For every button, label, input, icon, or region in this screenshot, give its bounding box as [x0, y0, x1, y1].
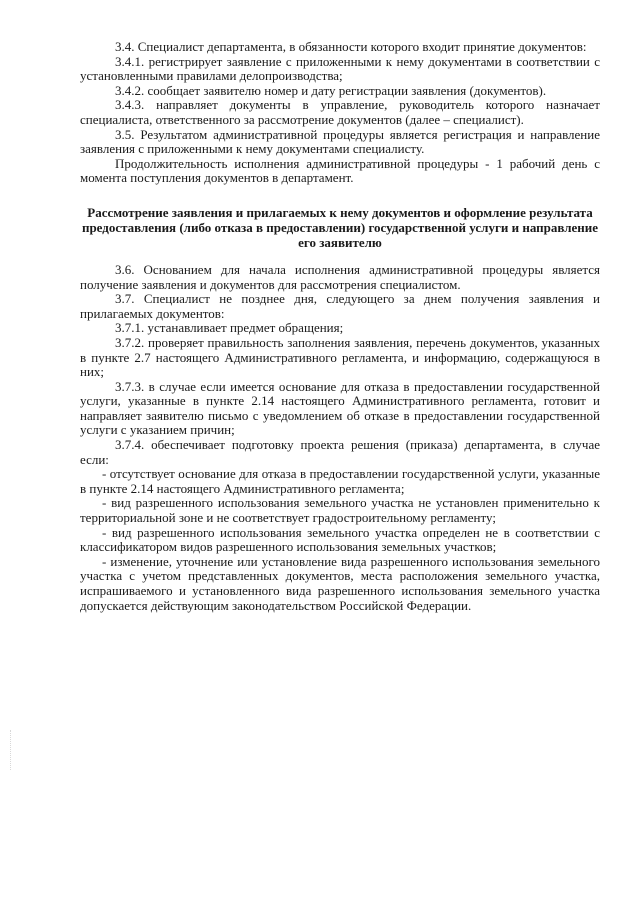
paragraph-3-4-2: 3.4.2. сообщает заявителю номер и дату регистрации заявления (документов). — [115, 82, 547, 98]
paragraph-3-7-2: 3.7.2. проверяет правильность заполнения заявления, перечень документов, указанных в пункте 2.7 настоящего Административного регламента, и информацию, содержащуюся в них; — [80, 334, 600, 380]
list-item-no-refusal: - отсутствует основание для отказа в предоставлении государственной услуги, указанные в пункте 2.14 настоящего Административного регламента; — [80, 466, 600, 496]
paragraph-3-7-4: 3.7.4. обеспечивает подготовку проекта решения (приказа) департамента, в случае если: — [80, 437, 600, 467]
paragraph-3-6: 3.6. Основанием для начала исполнения административной процедуры является получение заявления и документов для рассмотрения специалистом. — [80, 261, 600, 292]
document-body — [80, 40, 600, 613]
list-item-change-allowed: - изменение, уточнение или установление вида разрешенного использования земельного участка с учетом представленных документов, места расположения земельного участка, испрашиваемого и установленного вида разрешенного использования земельного участка допускается действующим законодательством Российской Федерации. — [80, 553, 600, 613]
list-item-use-not-classified: - вид разрешенного использования земельного участка определен не в соответствии с классификатором видов разрешенного использования земельных участков; — [80, 524, 600, 555]
list-item-use-not-set: - вид разрешенного использования земельного участка не установлен применительно к территориальной зоне и не соответствует градостроительному регламенту; — [80, 495, 600, 526]
paragraph-3-4-1: 3.4.1. регистрирует заявление с приложенными к нему документами в соответствии с установленными правилами делопроизводства; — [80, 53, 600, 84]
paragraph-3-7: 3.7. Специалист не позднее дня, следующего за днем получения заявления и прилагаемых документов: — [80, 291, 600, 321]
paragraph-3-4: 3.4. Специалист департамента, в обязанности которого входит принятие документов: — [115, 39, 587, 54]
paragraph-3-7-1: 3.7.1. устанавливает предмет обращения; — [115, 320, 344, 336]
paragraph-3-7-3: 3.7.3. в случае если имеется основание для отказа в предоставлении государственной услуги, указанные в пункте 2.14 настоящего Административного регламента, готовит и направляет заявителю письмо с уведомлением об отказе в предоставлении государственной услуги с указанием причин; — [80, 378, 600, 438]
scan-margin-mark — [10, 730, 13, 770]
paragraph-duration: Продолжительность исполнения административной процедуры - 1 рабочий день с момента поступления документов в департамент. — [80, 155, 600, 186]
paragraph-3-4-3: 3.4.3. направляет документы в управление, руководитель которого назначает специалиста, ответственного за рассмотрение документов (далее – специалист). — [80, 97, 600, 127]
section-heading: Рассмотрение заявления и прилагаемых к нему документов и оформление результата предоставления (либо отказа в предоставлении) государственной услуги и направление его заявителю — [81, 204, 599, 250]
paragraph-3-5: 3.5. Результатом административной процедуры является регистрация и направление заявления с приложенными к нему документами специалисту. — [80, 126, 600, 157]
